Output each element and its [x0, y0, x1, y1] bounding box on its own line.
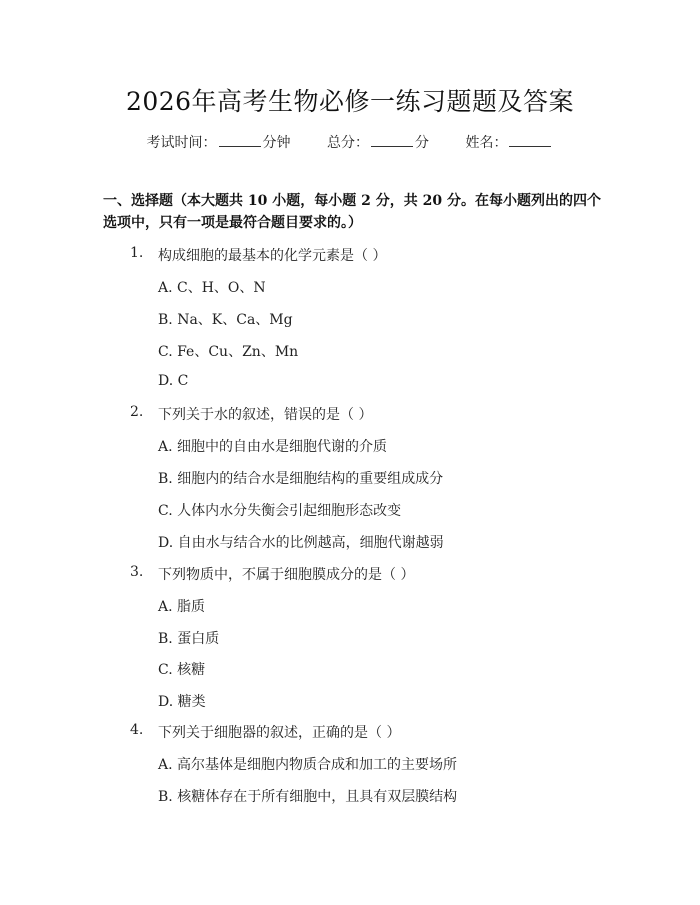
time-unit: 分钟: [262, 135, 291, 151]
question-text: 下列物质中，不属于细胞膜成分的是（ ）: [158, 567, 415, 583]
option-c: C. 核糖: [158, 662, 206, 678]
exam-meta: [0, 132, 700, 152]
option-c: C. Fe、Cu、Zn、Mn: [158, 344, 299, 360]
option-b: B. Na、K、Ca、Mg: [158, 312, 293, 328]
name-blank: [509, 134, 551, 147]
question-number: 1.: [130, 245, 144, 261]
option-b: B. 细胞内的结合水是细胞结构的重要组成成分: [158, 471, 444, 487]
option-a: A. 细胞中的自由水是细胞代谢的介质: [158, 439, 388, 455]
question-number: 3.: [130, 564, 144, 580]
time-field: [147, 132, 291, 152]
score-field: [327, 132, 429, 152]
time-blank: [219, 134, 261, 147]
question-number: 2.: [130, 404, 144, 420]
option-a: A. 高尔基体是细胞内物质合成和加工的主要场所: [158, 757, 458, 773]
time-label: 考试时间：: [146, 135, 217, 151]
question-text: 下列关于水的叙述，错误的是（ ）: [158, 407, 373, 423]
name-field: [465, 132, 553, 152]
option-d: D. 自由水与结合水的比例越高，细胞代谢越弱: [158, 535, 444, 551]
score-label: 总分：: [327, 135, 369, 151]
option-d: D. C: [158, 373, 189, 389]
section-heading: 一、选择题（本大题共 10 小题，每小题 2 分，共 20 分。在每小题列出的四个选项中，只有一项是最符合题目要求的。）: [103, 193, 601, 231]
question-text: 构成细胞的最基本的化学元素是（ ）: [158, 248, 387, 264]
option-d: D. 糖类: [158, 694, 206, 710]
option-a: A. C、H、O、N: [158, 280, 266, 296]
option-b: B. 蛋白质: [158, 631, 220, 647]
name-label: 姓名：: [465, 135, 508, 151]
question-number: 4.: [130, 722, 144, 738]
option-c: C. 人体内水分失衡会引起细胞形态改变: [158, 503, 402, 519]
score-blank: [371, 134, 413, 147]
option-a: A. 脂质: [158, 599, 206, 615]
score-unit: 分: [415, 135, 429, 151]
option-b: B. 核糖体存在于所有细胞中，且具有双层膜结构: [158, 789, 458, 805]
question-text: 下列关于细胞器的叙述，正确的是（ ）: [158, 725, 401, 741]
page-title: 2026年高考生物必修一练习题题及答案: [125, 87, 575, 116]
